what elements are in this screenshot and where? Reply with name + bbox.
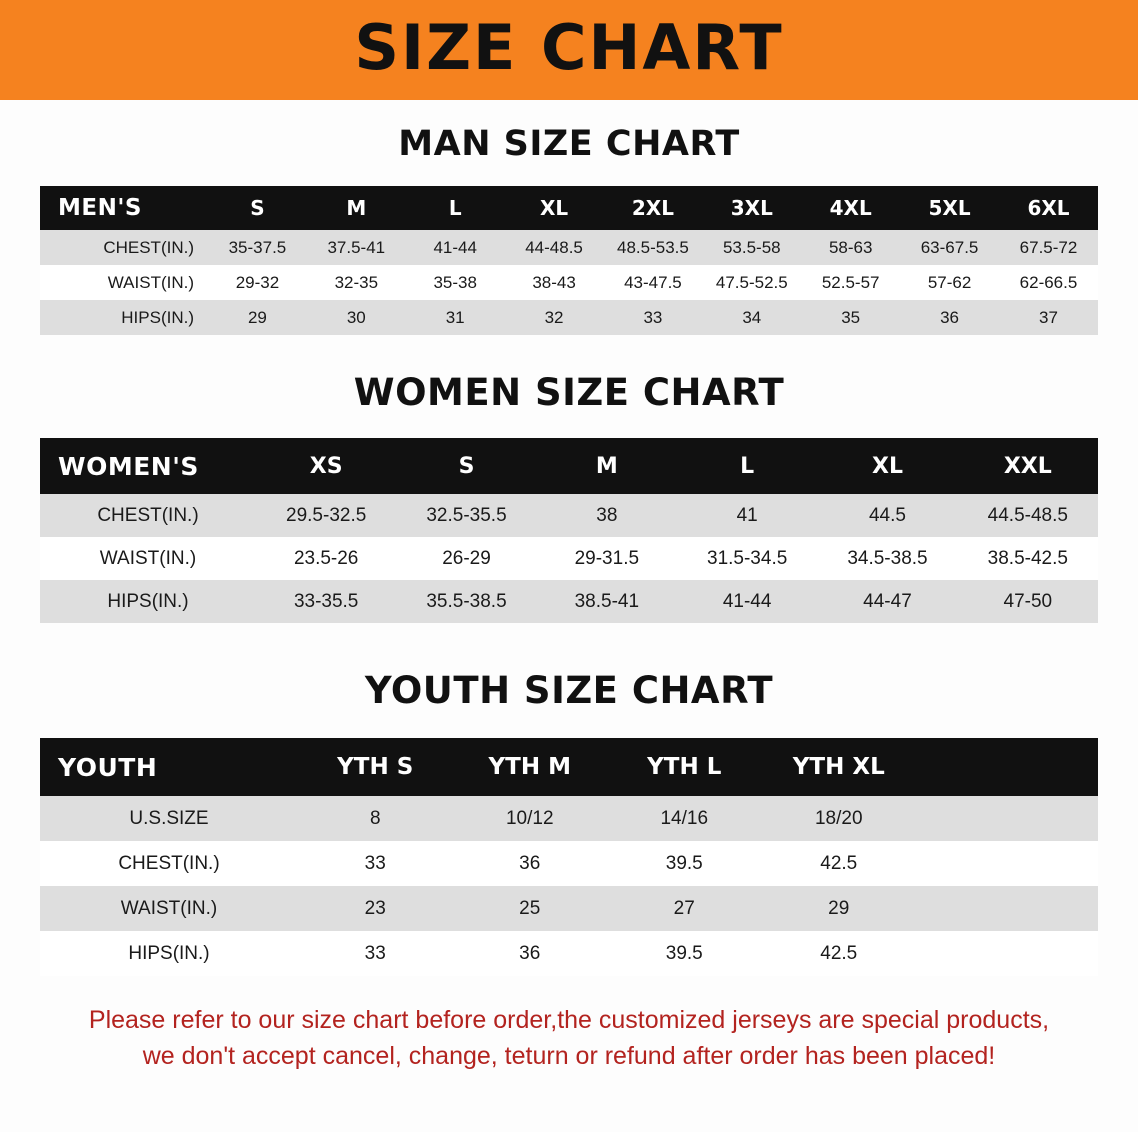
man-waist-4xl: 52.5-57 [801,265,900,300]
man-header-cell-1: S [208,186,307,230]
man-section-heading: MAN SIZE CHART [398,124,740,164]
man-table-wrapper [40,186,1098,335]
table-row [40,537,1098,580]
youth-hips-s: 33 [298,931,453,976]
women-header-cell-4: L [677,438,817,494]
women-row-label-chest: CHEST(IN.) [40,494,256,537]
man-chest-5xl: 63-67.5 [900,230,999,265]
women-waist-m: 29-31.5 [537,537,677,580]
man-hips-l: 31 [406,300,505,335]
man-table-head [40,186,1098,230]
youth-row-label-ussize: U.S.SIZE [40,796,298,841]
man-hips-3xl: 34 [702,300,801,335]
women-chest-m: 38 [537,494,677,537]
youth-header-cell-2: YTH M [453,738,608,796]
women-hips-xl: 44-47 [817,580,957,623]
youth-table-head [40,738,1098,796]
table-row [40,796,1098,841]
women-header-cell-6: XXL [958,438,1098,494]
man-hips-xl: 32 [505,300,604,335]
man-table-body [40,230,1098,335]
youth-hips-m: 36 [453,931,608,976]
man-header-cell-8: 5XL [900,186,999,230]
youth-table-wrapper [40,738,1098,976]
youth-header-cell-3: YTH L [607,738,762,796]
man-chest-l: 41-44 [406,230,505,265]
women-chest-s: 32.5-35.5 [396,494,536,537]
youth-waist-xl: 29 [762,886,917,931]
women-header-cell-3: M [537,438,677,494]
table-row [40,580,1098,623]
youth-row-label-hips: HIPS(IN.) [40,931,298,976]
table-header-row [40,186,1098,230]
table-row [40,841,1098,886]
man-waist-l: 35-38 [406,265,505,300]
man-header-cell-2: M [307,186,406,230]
man-chest-s: 35-37.5 [208,230,307,265]
women-size-table [40,438,1098,623]
youth-row-spacer [916,886,1098,931]
man-chest-4xl: 58-63 [801,230,900,265]
women-hips-xs: 33-35.5 [256,580,396,623]
women-chest-xxl: 44.5-48.5 [958,494,1098,537]
man-header-cell-6: 3XL [702,186,801,230]
women-chest-l: 41 [677,494,817,537]
women-row-label-waist: WAIST(IN.) [40,537,256,580]
man-chest-m: 37.5-41 [307,230,406,265]
banner [0,0,1138,100]
youth-chest-m: 36 [453,841,608,886]
man-hips-2xl: 33 [604,300,703,335]
women-waist-s: 26-29 [396,537,536,580]
women-hips-xxl: 47-50 [958,580,1098,623]
youth-ussize-m: 10/12 [453,796,608,841]
man-header-cell-0: MEN'S [40,186,208,230]
youth-row-spacer [916,931,1098,976]
women-waist-l: 31.5-34.5 [677,537,817,580]
women-hips-s: 35.5-38.5 [396,580,536,623]
women-header-cell-1: XS [256,438,396,494]
table-row [40,931,1098,976]
man-waist-5xl: 57-62 [900,265,999,300]
man-waist-m: 32-35 [307,265,406,300]
women-header-cell-2: S [396,438,536,494]
youth-hips-l: 39.5 [607,931,762,976]
youth-hips-xl: 42.5 [762,931,917,976]
man-header-cell-7: 4XL [801,186,900,230]
table-row [40,886,1098,931]
youth-section-heading: YOUTH SIZE CHART [364,669,774,712]
man-chest-3xl: 53.5-58 [702,230,801,265]
disclaimer-line-1: Please refer to our size chart before order,the customized jerseys are special products, [88,1006,1050,1034]
women-table-body [40,494,1098,623]
man-waist-2xl: 43-47.5 [604,265,703,300]
women-hips-l: 41-44 [677,580,817,623]
man-chest-6xl: 67.5-72 [999,230,1098,265]
youth-size-table [40,738,1098,976]
women-table-wrapper [40,438,1098,623]
youth-table-body [40,796,1098,976]
man-row-label-chest: CHEST(IN.) [40,230,208,265]
youth-chest-l: 39.5 [607,841,762,886]
youth-header-cell-1: YTH S [298,738,453,796]
man-chest-xl: 44-48.5 [505,230,604,265]
page-title: SIZE CHART [354,11,784,84]
man-size-table [40,186,1098,335]
youth-row-spacer [916,796,1098,841]
table-row [40,230,1098,265]
man-header-cell-9: 6XL [999,186,1098,230]
youth-chest-s: 33 [298,841,453,886]
table-row [40,300,1098,335]
man-hips-6xl: 37 [999,300,1098,335]
women-waist-xs: 23.5-26 [256,537,396,580]
youth-ussize-l: 14/16 [607,796,762,841]
women-section-heading: WOMEN SIZE CHART [353,371,785,414]
women-header-cell-0: WOMEN'S [40,438,256,494]
table-header-row [40,738,1098,796]
man-hips-5xl: 36 [900,300,999,335]
youth-header-cell-0: YOUTH [40,738,298,796]
disclaimer-note [36,1002,1102,1075]
table-header-row [40,438,1098,494]
man-waist-xl: 38-43 [505,265,604,300]
women-chest-xs: 29.5-32.5 [256,494,396,537]
youth-row-label-waist: WAIST(IN.) [40,886,298,931]
women-waist-xxl: 38.5-42.5 [958,537,1098,580]
man-waist-6xl: 62-66.5 [999,265,1098,300]
women-table-head [40,438,1098,494]
youth-waist-s: 23 [298,886,453,931]
man-hips-m: 30 [307,300,406,335]
women-waist-xl: 34.5-38.5 [817,537,957,580]
youth-row-label-chest: CHEST(IN.) [40,841,298,886]
women-chest-xl: 44.5 [817,494,957,537]
women-header-cell-5: XL [817,438,957,494]
man-waist-s: 29-32 [208,265,307,300]
youth-ussize-s: 8 [298,796,453,841]
youth-waist-l: 27 [607,886,762,931]
man-hips-4xl: 35 [801,300,900,335]
youth-ussize-xl: 18/20 [762,796,917,841]
man-hips-s: 29 [208,300,307,335]
youth-row-spacer [916,841,1098,886]
man-row-label-hips: HIPS(IN.) [40,300,208,335]
man-waist-3xl: 47.5-52.5 [702,265,801,300]
youth-waist-m: 25 [453,886,608,931]
man-header-cell-5: 2XL [604,186,703,230]
table-row [40,494,1098,537]
women-hips-m: 38.5-41 [537,580,677,623]
man-chest-2xl: 48.5-53.5 [604,230,703,265]
table-row [40,265,1098,300]
women-row-label-hips: HIPS(IN.) [40,580,256,623]
disclaimer-line-2: we don't accept cancel, change, teturn or refund after order has been placed! [142,1042,996,1071]
man-header-cell-3: L [406,186,505,230]
youth-chest-xl: 42.5 [762,841,917,886]
man-header-cell-4: XL [505,186,604,230]
youth-header-cell-4: YTH XL [762,738,917,796]
youth-header-spacer [916,738,1098,796]
man-row-label-waist: WAIST(IN.) [40,265,208,300]
